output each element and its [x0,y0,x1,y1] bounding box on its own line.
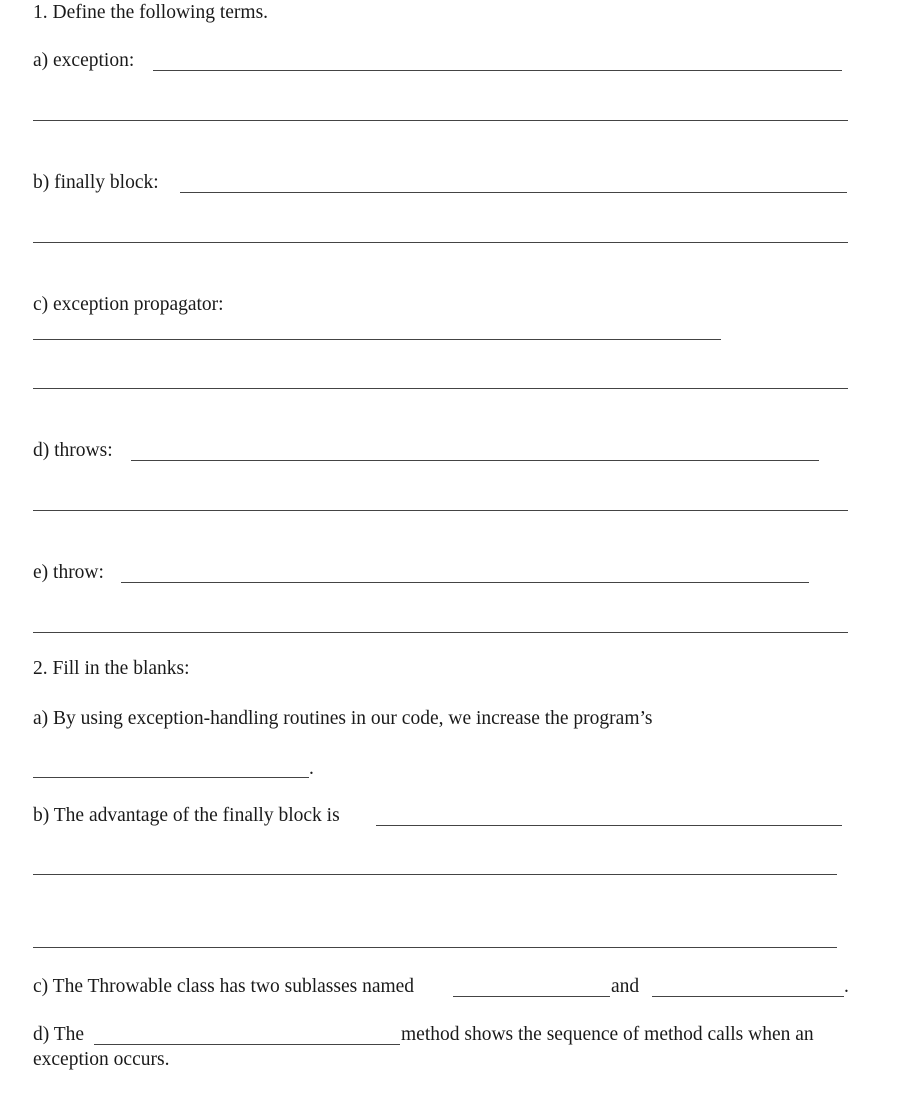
q2-c-text: c) The Throwable class has two sublasses named [33,976,415,997]
q1-a-answer-line-1[interactable] [153,70,842,71]
q1-d-label: d) throws: [33,440,113,461]
q2-c-blank-2[interactable] [652,996,844,997]
q1-heading: 1. Define the following terms. [33,2,269,23]
q1-a-label: a) exception: [33,50,135,71]
q1-c-label: c) exception propagator: [33,294,224,315]
q1-d-answer-line-2[interactable] [33,510,848,511]
q1-b-answer-line-1[interactable] [180,192,847,193]
q1-c-answer-line-1[interactable] [33,339,721,340]
q1-e-answer-line-1[interactable] [121,582,809,583]
q2-b-text: b) The advantage of the finally block is [33,805,340,826]
q1-b-answer-line-2[interactable] [33,242,848,243]
q1-e-answer-line-2[interactable] [33,632,848,633]
q1-b-label: b) finally block: [33,172,159,193]
q1-e-label: e) throw: [33,562,104,583]
q2-c-blank-1[interactable] [453,996,610,997]
q2-d-prefix: d) The [33,1024,85,1045]
q1-c-answer-line-2[interactable] [33,388,848,389]
q2-b-blank-2[interactable] [33,874,837,875]
q2-a-text: a) By using exception-handling routines in our code, we increase the program’s [33,708,653,729]
q2-heading: 2. Fill in the blanks: [33,658,190,679]
q1-d-answer-line-1[interactable] [131,460,819,461]
q2-a-blank[interactable] [33,777,309,778]
q2-d-suffix: method shows the sequence of method calls when an [401,1024,814,1045]
q2-a-period: . [309,758,314,779]
q2-b-blank-1[interactable] [376,825,842,826]
q2-c-and: and [611,976,640,997]
q2-c-period: . [844,976,849,997]
q2-b-blank-3[interactable] [33,947,837,948]
q1-a-answer-line-2[interactable] [33,120,848,121]
q2-d-line2: exception occurs. [33,1049,170,1070]
q2-d-blank[interactable] [94,1044,400,1045]
